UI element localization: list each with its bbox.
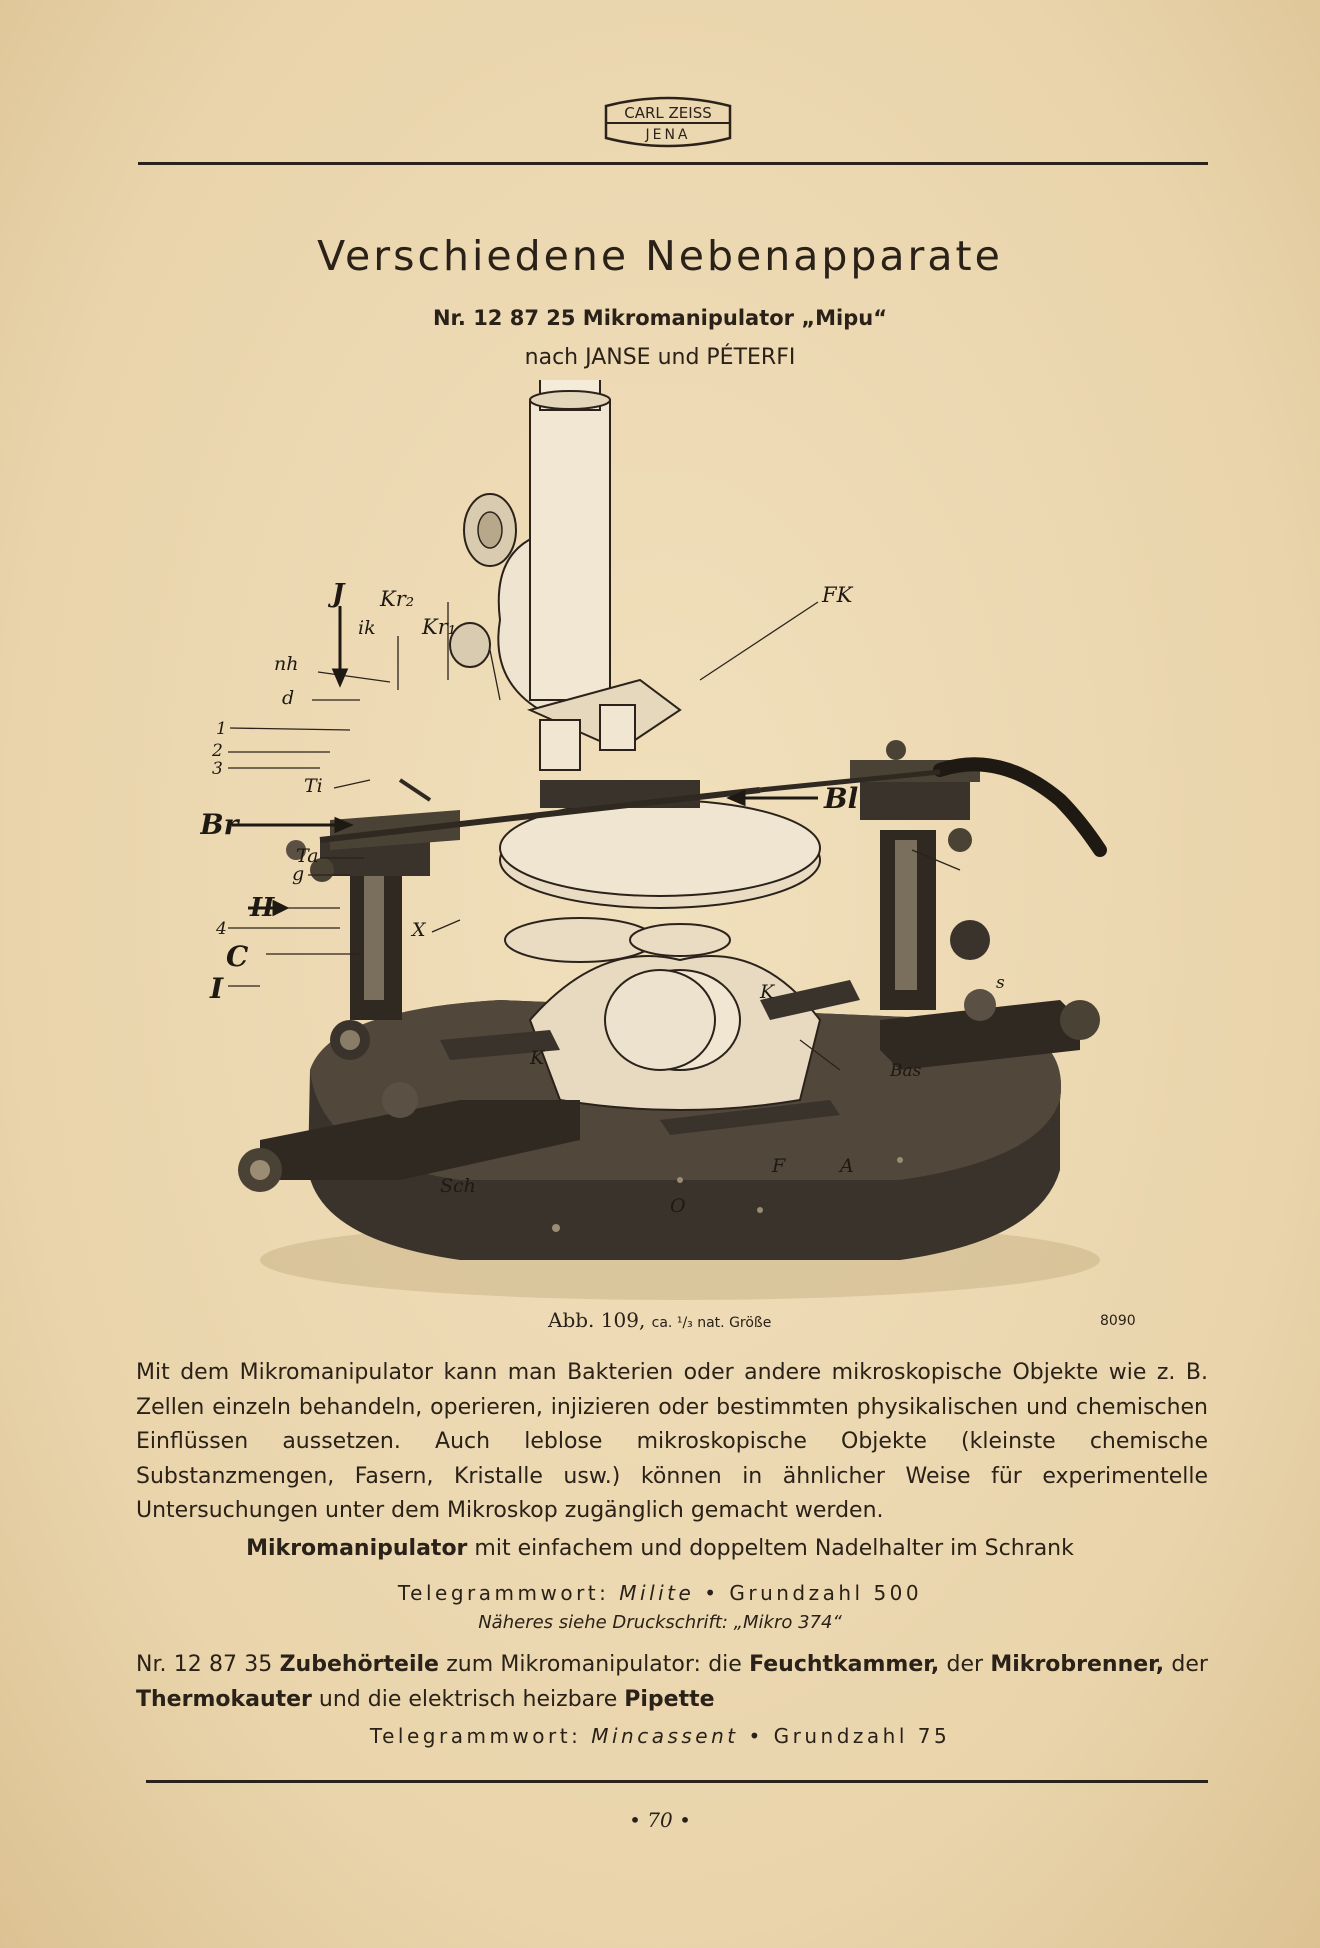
- page-title: Verschiedene Nebenapparate: [317, 232, 1003, 280]
- label-f: F: [772, 1155, 786, 1177]
- telegram2-label: Telegrammwort:: [369, 1724, 582, 1748]
- label-kr2: Kr₂: [380, 587, 415, 611]
- description-paragraph: [136, 1356, 1208, 1529]
- telegram2-word: Mincassent: [591, 1724, 739, 1748]
- product-subtitle: Nr. 12 87 25 Mikromanipulator „Mipu“: [432, 306, 888, 330]
- telegram1-label: Telegrammwort:: [397, 1581, 610, 1605]
- telegram2-sep: •: [748, 1724, 764, 1748]
- item2-paragraph: [136, 1648, 1208, 1717]
- zeiss-logo-graphic: [600, 92, 736, 154]
- label-1: 1: [216, 719, 227, 739]
- telegram1-base: Grundzahl 500: [729, 1581, 923, 1605]
- label-o: O: [670, 1195, 686, 1217]
- reference-line: Näheres siehe Druckschrift: „Mikro 374“: [478, 1612, 842, 1633]
- label-ta: Ta: [296, 845, 319, 867]
- label-x: X: [412, 919, 426, 941]
- label-k-right: K: [760, 981, 775, 1003]
- label-br: Br: [200, 808, 239, 841]
- item2-text4: und die elektrisch heizbare: [318, 1686, 618, 1712]
- label-3: 3: [212, 759, 223, 779]
- item2-text3: der: [1171, 1652, 1208, 1677]
- telegram2-line: [0, 1724, 1320, 1748]
- label-nh: nh: [274, 653, 299, 675]
- item2-mikrobrenner: Mikrobrenner,: [990, 1652, 1165, 1677]
- label-kr1: Kr₁: [422, 615, 457, 639]
- caption-main: Abb. 109,: [548, 1308, 646, 1332]
- label-bas: Bas: [890, 1061, 922, 1081]
- label-g: g: [292, 863, 305, 885]
- item1-bold: Mikromanipulator: [246, 1536, 468, 1561]
- caption-scale: ca. ¹/₃ nat. Größe: [651, 1315, 772, 1331]
- plate-number: 8090: [1100, 1313, 1136, 1329]
- logo-line1: CARL ZEISS: [624, 104, 712, 122]
- item2-thermokauter: Thermokauter: [136, 1686, 312, 1712]
- description-text: Mit dem Mikromanipulator kann man Bakterien oder andere mikroskopische Objekte wie z. B. Zellen einzeln behandeln, operieren, injizieren oder bestimmten physikalischen und chemischen Einflüssen aussetzen. Auch leblose mikroskopische Objekte (kleinste chemische Substanzmengen, Fasern, Kristalle usw.) können in ähnlicher Weise für experimentelle Untersuchungen unter dem Mikroskop zugänglich gemacht werden.: [136, 1360, 1208, 1523]
- top-rule: [138, 162, 1208, 165]
- label-2: 2: [212, 741, 223, 761]
- illustration-graphic: [200, 380, 1160, 1300]
- label-i: I: [210, 972, 224, 1005]
- figure-caption: [548, 1308, 771, 1332]
- label-j: J: [332, 579, 345, 609]
- authors-line: nach JANSE und PÉTERFI: [524, 345, 796, 370]
- telegram1-word: Milite: [619, 1581, 695, 1605]
- item2-text1: zum Mikromanipulator: die: [446, 1652, 742, 1677]
- item2-feuchtkammer: Feuchtkammer,: [749, 1652, 940, 1677]
- label-4: 4: [216, 919, 227, 939]
- label-k-left: K: [530, 1047, 545, 1069]
- micromanipulator-illustration: [200, 380, 1160, 1300]
- carl-zeiss-logo: [600, 92, 736, 154]
- label-sch: Sch: [440, 1175, 476, 1197]
- telegram1-sep: •: [704, 1581, 720, 1605]
- label-fk: FK: [822, 583, 853, 607]
- item1-rest: mit einfachem und doppeltem Nadelhalter im Schrank: [474, 1536, 1074, 1561]
- logo-line2: JENA: [645, 127, 691, 143]
- label-s: s: [996, 973, 1005, 993]
- label-a: A: [840, 1155, 854, 1177]
- label-bl: Bl: [824, 782, 859, 815]
- label-ik: ik: [358, 617, 376, 639]
- bottom-rule: [146, 1780, 1208, 1783]
- page-number: • 70 •: [629, 1808, 691, 1832]
- label-ti: Ti: [304, 775, 323, 797]
- telegram2-base: Grundzahl 75: [773, 1724, 951, 1748]
- label-ii: II: [250, 893, 275, 923]
- label-d: d: [282, 687, 295, 709]
- item2-zubehoerteile: Zubehörteile: [279, 1652, 439, 1677]
- telegram1-line: [0, 1581, 1320, 1605]
- item1-line: [0, 1536, 1320, 1561]
- label-c: C: [226, 940, 249, 973]
- item2-number: Nr. 12 87 35: [136, 1652, 273, 1677]
- item2-pipette: Pipette: [624, 1686, 715, 1712]
- item2-text2: der: [946, 1652, 984, 1677]
